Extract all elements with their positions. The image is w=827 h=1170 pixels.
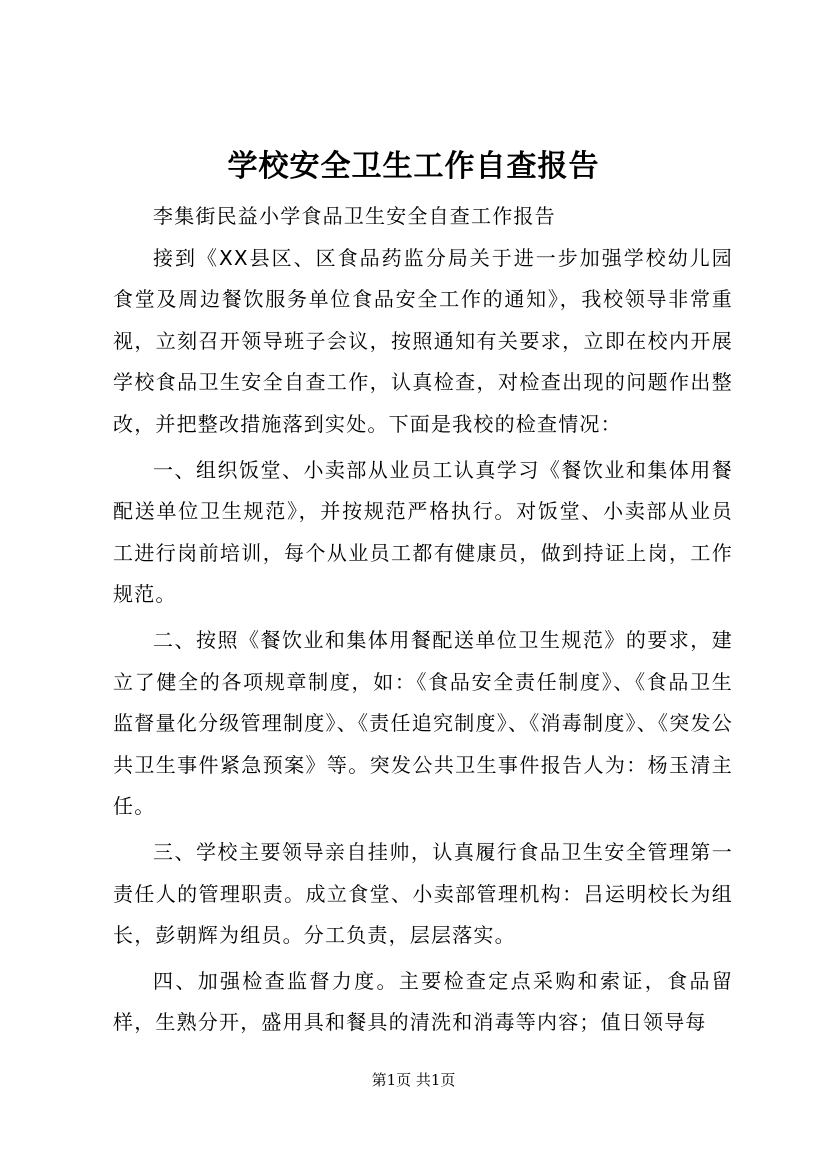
page-number-footer: 第1页 共1页: [371, 1071, 456, 1089]
paragraph-section-1: 一、组织饭堂、小卖部从业员工认真学习《餐饮业和集体用餐配送单位卫生规范》，并按规范严格执行。对饭堂、小卖部从业员工进行岗前培训，每个从业员工都有健康员，做到持证上岗，工作规范。: [113, 457, 733, 607]
document-body: [113, 196, 733, 1048]
document-subtitle: 李集街民益小学食品卫生安全自查工作报告: [153, 204, 556, 228]
paragraph-intro: 接到《XX县区、区食品药监分局关于进一步加强学校幼儿园食堂及周边餐饮服务单位食品安全工作的通知》，我校领导非常重视，立刻召开领导班子会议，按照通知有关要求，立即在校内开展学校食品卫生安全自查工作，认真检查，对检查出现的问题作出整改，并把整改措施落到实处。下面是我校的检查情况：: [113, 245, 733, 436]
paragraph-section-3: 三、学校主要领导亲自挂帅，认真履行食品卫生安全管理第一责任人的管理职责。成立食堂、小卖部管理机构：吕运明校长为组长，彭朝辉为组员。分工负责，层层落实。: [113, 839, 733, 948]
document-title: 学校安全卫生工作自查报告: [227, 149, 600, 184]
paragraph-section-2: 二、按照《餐饮业和集体用餐配送单位卫生规范》的要求，建立了健全的各项规章制度，如：《食品安全责任制度》、《食品卫生监督量化分级管理制度》、《责任追究制度》、《消毒制度》、《突发公共卫生事件紧急预案》等。突发公共卫生事件报告人为：杨玉清主任。: [113, 627, 733, 819]
paragraph-section-4: 四、加强检查监督力度。主要检查定点采购和索证，食品留样，生熟分开，盛用具和餐具的清洗和消毒等内容；值日领导每: [113, 968, 733, 1035]
